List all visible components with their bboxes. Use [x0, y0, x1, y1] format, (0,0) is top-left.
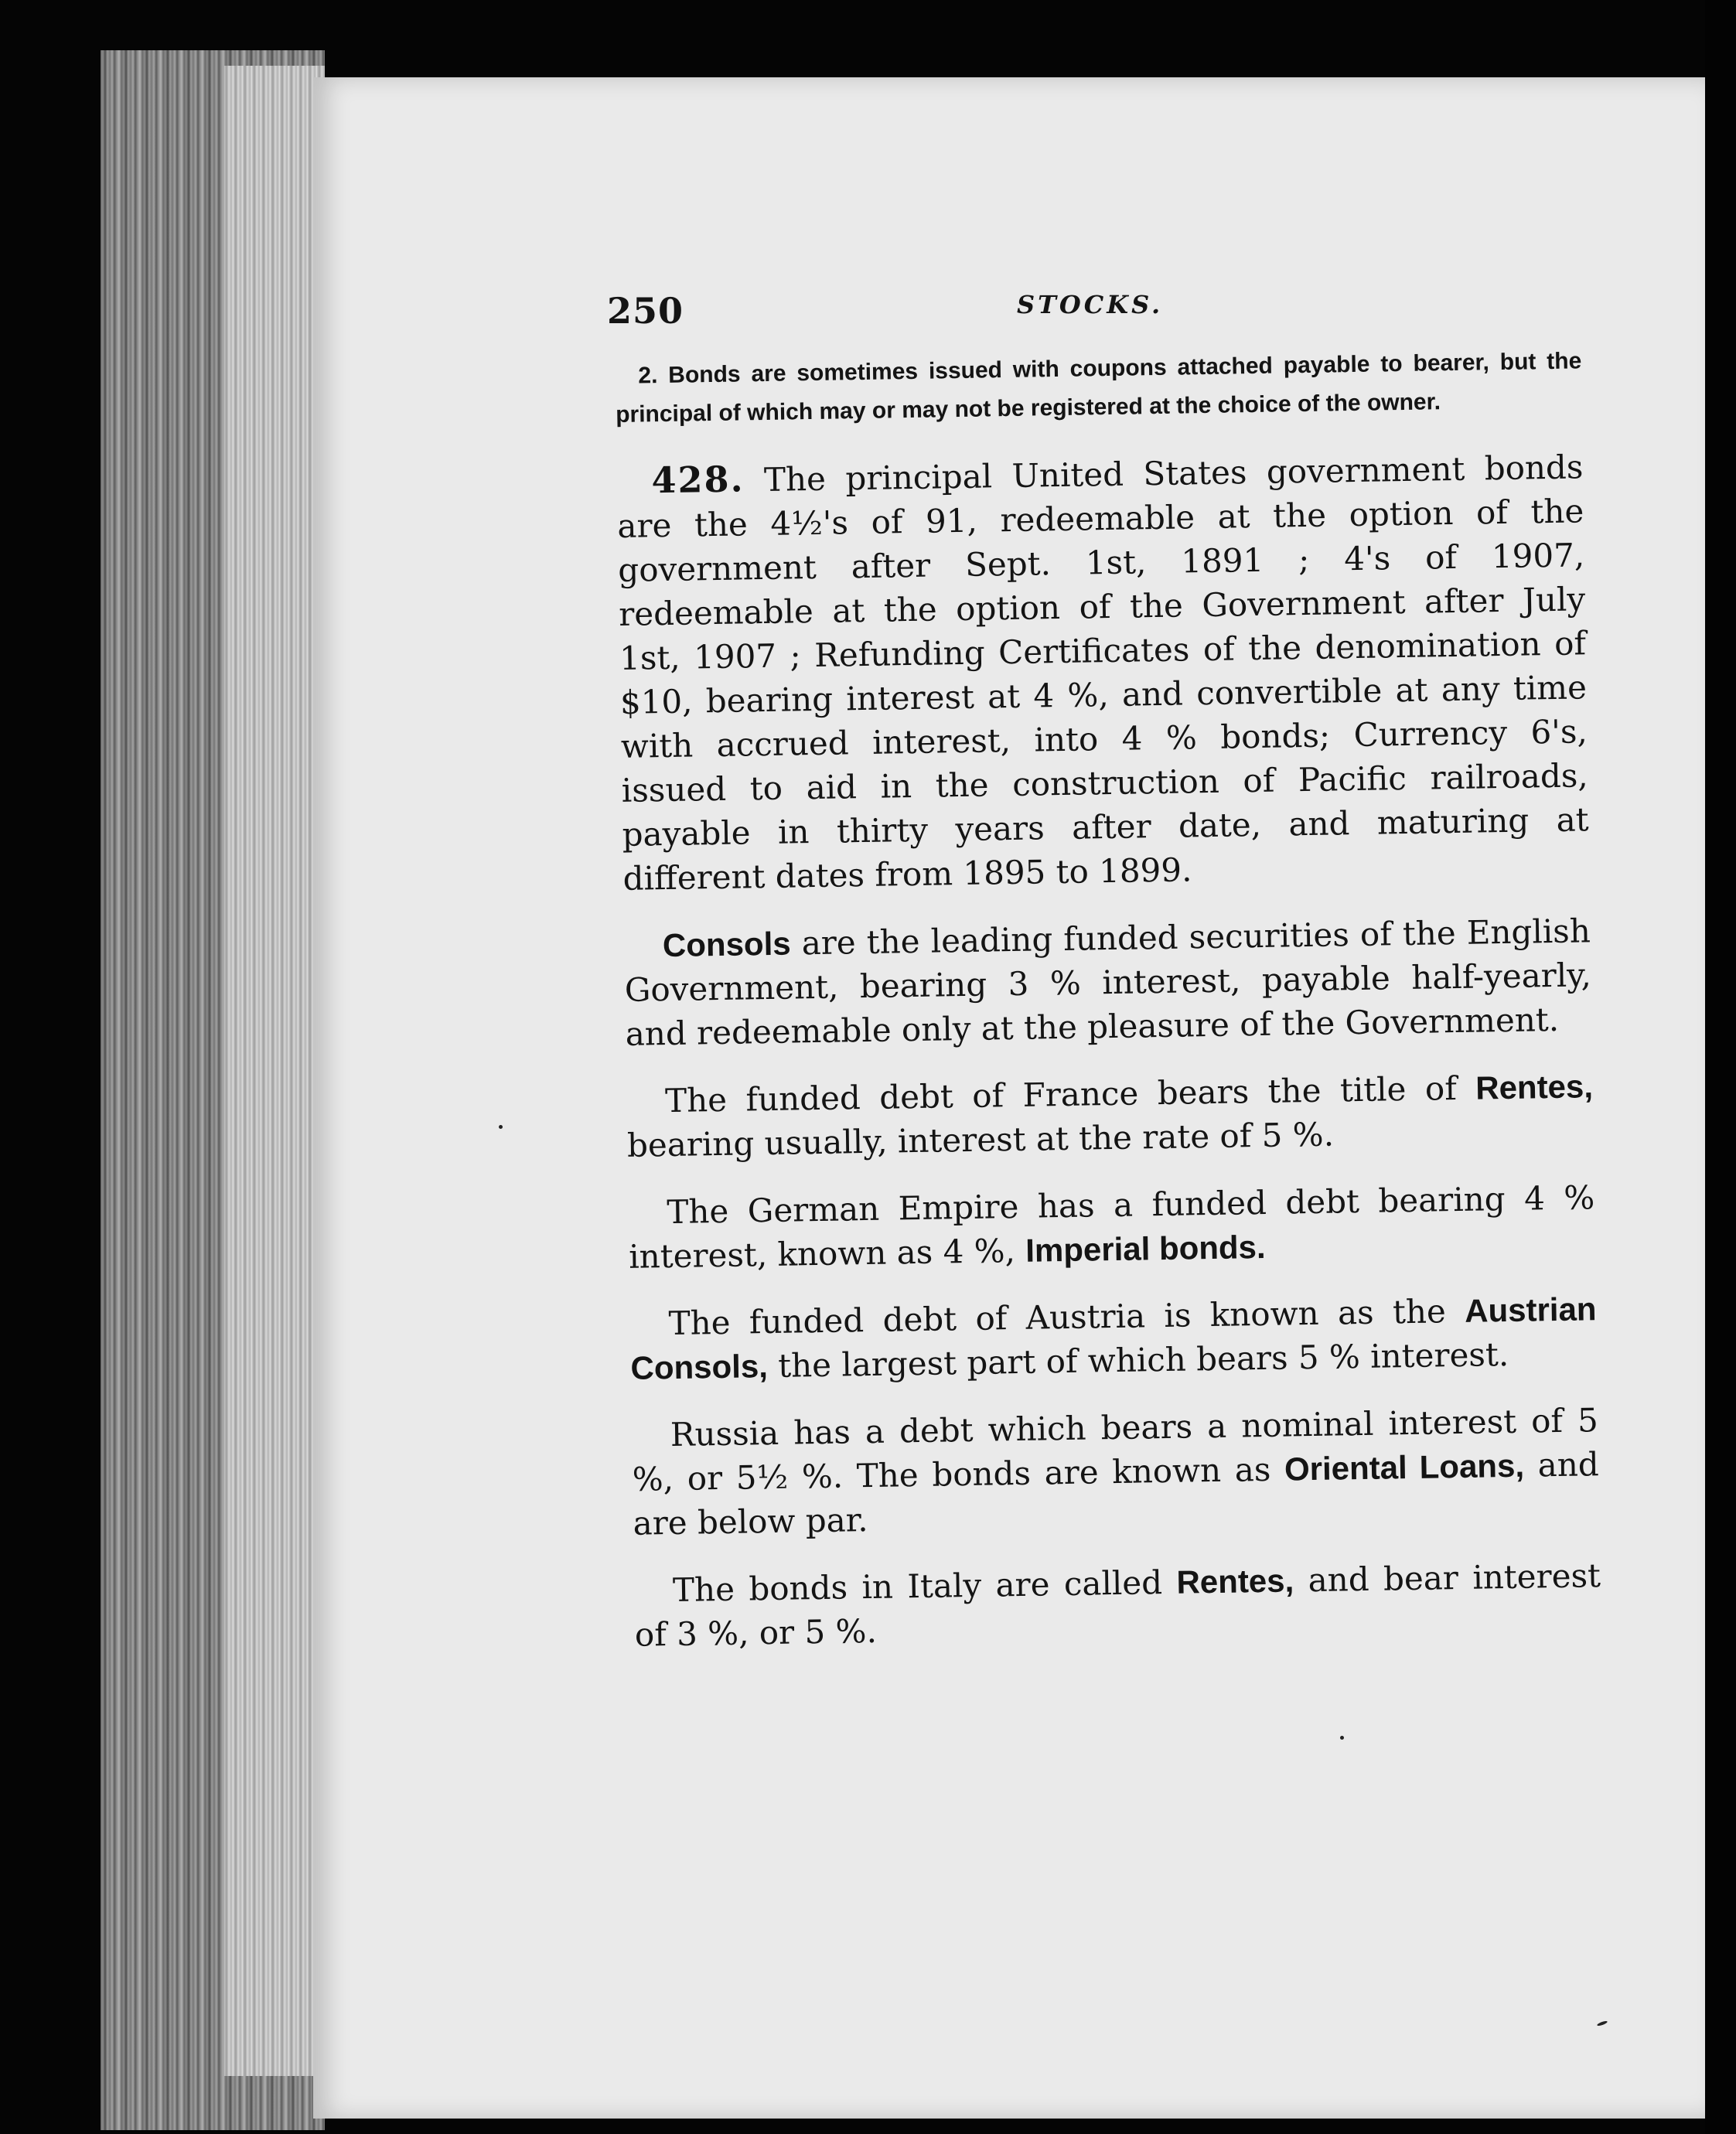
page-number: 250: [607, 290, 684, 332]
term-rentes: Rentes,: [1475, 1068, 1594, 1106]
section-number: 428.: [651, 458, 745, 502]
paragraph-text: The bonds in Italy are called: [672, 1563, 1177, 1610]
term-rentes-italy: Rentes,: [1176, 1562, 1294, 1600]
scan-speck: [499, 1125, 503, 1129]
paragraph-france: [626, 1064, 1594, 1168]
term-oriental-loans: Oriental Loans,: [1284, 1447, 1525, 1488]
paragraph-consols: [624, 908, 1593, 1056]
paragraph-russia: [631, 1398, 1600, 1546]
paragraph-austria: [629, 1287, 1598, 1390]
term-austrian-consols: Austrian Consols,: [630, 1290, 1597, 1386]
running-head: [607, 290, 1164, 344]
page-edges-light: [224, 66, 325, 2076]
scan-border: [1705, 0, 1736, 2134]
paragraph-text: are the leading funded securities of the English Government, bearing 3 % interest, payable half-yearly, and redeemable only at the pleasure of the Government.: [624, 912, 1592, 1053]
paragraph-text: and are below par.: [633, 1445, 1600, 1543]
paragraph-text: The funded debt of Austria is known as the: [668, 1291, 1465, 1343]
paragraph-text: bearing usually, interest at the rate of 5 %.: [626, 1115, 1335, 1164]
paragraph-text: the largest part of which bears 5 % interest.: [767, 1335, 1509, 1386]
paragraph-text: The German Empire has a funded debt bearing 4 % interest, known as 4 %,: [628, 1178, 1595, 1276]
paragraph-text: Russia has a debt which bears a nominal interest of 5 %, or 5½ %. The bonds are known as: [632, 1401, 1599, 1498]
paragraph-italy: [634, 1553, 1602, 1657]
section-title: STOCKS.: [1017, 290, 1164, 319]
paragraph-text: and bear interest of 3 %, or 5 %.: [634, 1556, 1601, 1654]
paragraph-germany: [628, 1175, 1596, 1279]
scan-speck: [1340, 1736, 1344, 1740]
term-imperial-bonds: Imperial bonds.: [1025, 1228, 1266, 1269]
paragraph-428: [616, 444, 1590, 901]
term-consols: Consols: [662, 925, 791, 964]
paragraph-text: The funded debt of France bears the title of: [664, 1069, 1476, 1120]
text-block: [615, 342, 1602, 1679]
paragraph-text: The principal United States government bonds are the 4½'s of 91, redeemable at the option of the government after Sept. 1st, 1891 ; 4's of 1907, redeemable at the option of the Government after July 1st, 1907 ; Refunding Certificates of the denomination of $10, bearing interest at 4 %, and convertible at any time with accrued interest, into 4 % bonds; Currency 6's, issued to aid in the construction of Pacific railroads, payable in thirty years after date, and maturing at different dates from 1895 to 1899.: [617, 448, 1589, 898]
footnote: 2. Bonds are sometimes issued with coupons attached payable to bearer, but the principal of which may or may not be registered at the choice of the owner.: [615, 348, 1582, 428]
